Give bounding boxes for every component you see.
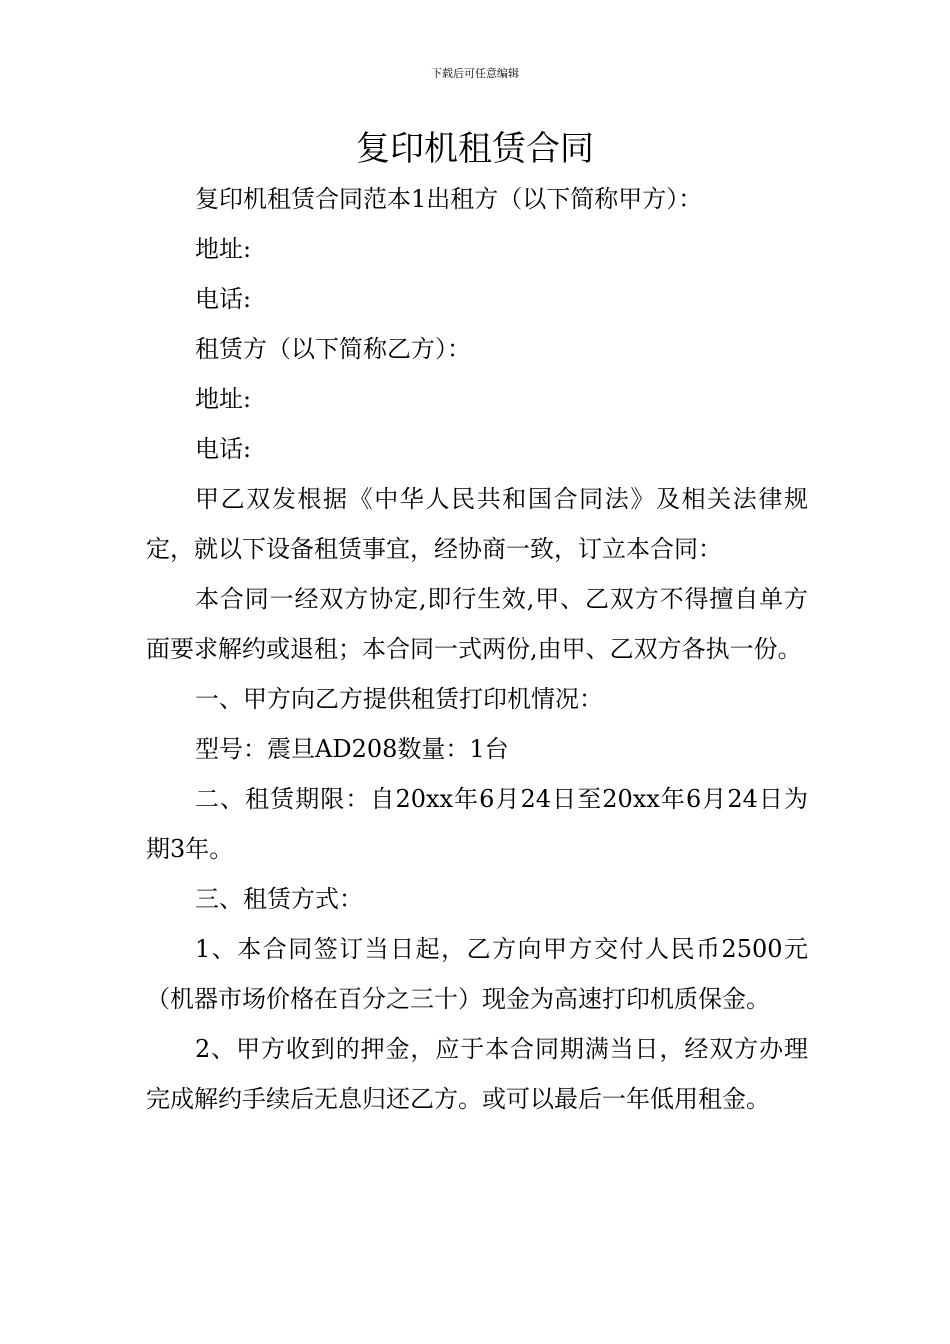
clause-deposit-return: 2、甲方收到的押金，应于本合同期满当日，经双方办理完成解约手续后无息归还乙方。或可以最后一年低用租金。 xyxy=(146,1035,808,1113)
paragraph-lessor-intro: 复印机租赁合同范本1出租方（以下简称甲方）： xyxy=(195,185,703,213)
paragraph-model-quantity: 型号：震旦AD208数量：1台 xyxy=(195,735,509,763)
section-heading-lease-term: 二、租赁期限：自20xx年6月24日至20xx年6月24日为期3年。 xyxy=(146,785,808,863)
paragraph-effect-clause: 本合同一经双方协定,即行生效,甲、乙双方不得擅自单方面要求解约或退租；本合同一式两份,由甲、乙双方各执一份。 xyxy=(146,585,808,663)
paragraph-lessor-address: 地址: xyxy=(195,235,252,263)
document-body xyxy=(146,174,808,1124)
section-heading-lease-method: 三、租赁方式： xyxy=(195,885,363,913)
paragraph-lessor-phone: 电话: xyxy=(195,285,252,313)
header-note: 下载后可任意编辑 xyxy=(431,67,519,80)
paragraph-lessee-address: 地址: xyxy=(195,385,252,413)
paragraph-preamble: 甲乙双发根据《中华人民共和国合同法》及相关法律规定，就以下设备租赁事宜，经协商一致，订立本合同： xyxy=(146,485,808,563)
paragraph-lessee-phone: 电话: xyxy=(195,435,252,463)
section-heading-equipment: 一、甲方向乙方提供租赁打印机情况： xyxy=(195,685,603,713)
paragraph-lessee-intro: 租赁方（以下简称乙方）： xyxy=(195,335,471,363)
document-title: 复印机租赁合同 xyxy=(356,129,594,169)
clause-deposit: 1、本合同签订当日起，乙方向甲方交付人民币2500元（机器市场价格在百分之三十）现金为高速打印机质保金。 xyxy=(146,935,808,1013)
